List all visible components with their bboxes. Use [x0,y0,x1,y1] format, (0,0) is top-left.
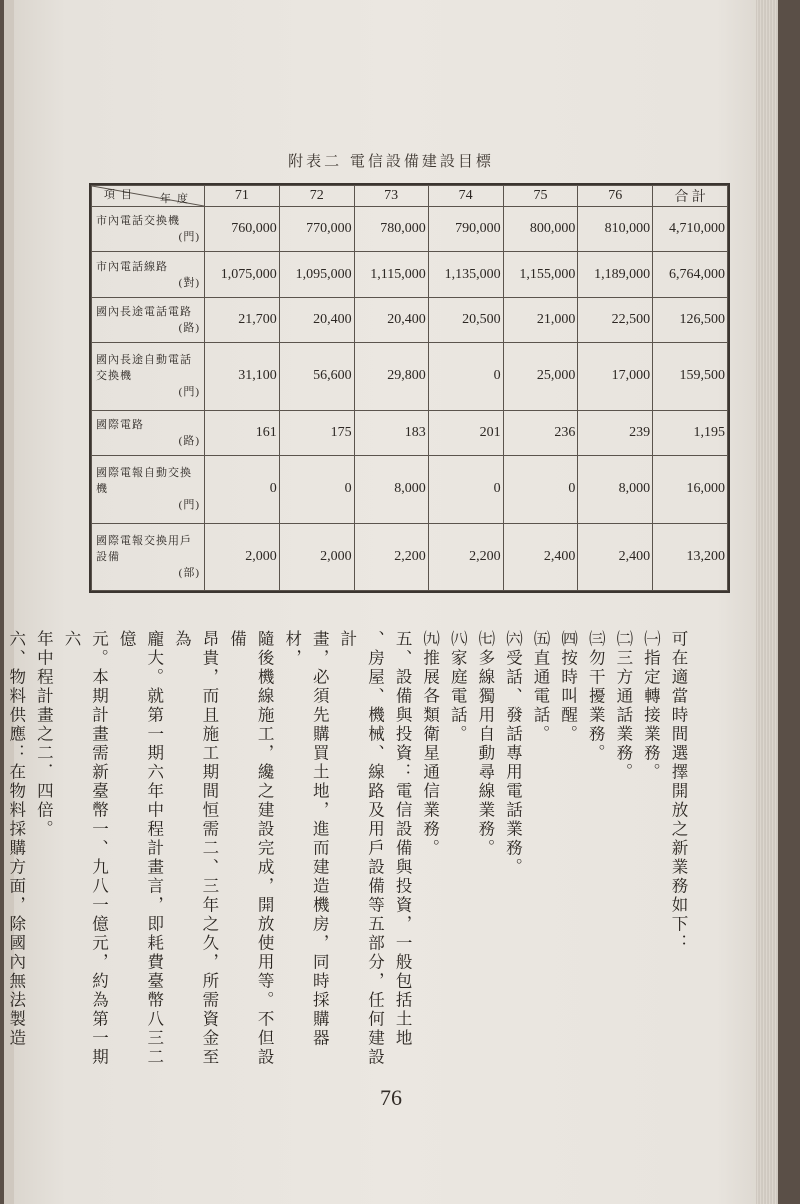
total-cell: 6,764,000 [653,252,728,297]
row-unit: (部) [178,566,200,579]
row-label [92,343,205,410]
year-header: 75 [503,186,578,207]
value-cell: 29,800 [354,343,428,410]
book-page [4,0,778,1204]
total-cell: 16,000 [653,456,728,523]
value-cell: 0 [205,456,280,523]
value-cell: 0 [428,456,503,523]
text-line: 六、物料供應：在物料採購方面，除國內無法製造 [6,630,26,1048]
year-header: 72 [279,186,354,207]
value-cell: 31,100 [205,343,280,410]
table-row [92,207,728,252]
value-cell: 8,000 [578,456,653,523]
value-cell: 780,000 [354,207,428,252]
text-line: 龐大。就第一期六年中程計畫言，即耗費臺幣八三二億 [117,630,164,1067]
table-row [92,252,728,297]
value-cell: 8,000 [354,456,428,523]
text-line: ㈣按時叫醒。 [558,630,578,744]
total-header: 合 計 [653,186,728,207]
text-line: 畫，必須先購買土地，進而建造機房，同時採購器材， [282,630,330,1048]
table-caption: 附表二 電信設備建設目標 [288,152,494,170]
value-cell: 810,000 [578,207,653,252]
corner-item-label: 項目 [104,189,138,201]
page-edge [756,0,778,1204]
text-line: 五、設備與投資：電信設備與投資，一般包括土地 [393,630,413,1048]
construction-targets-table [89,183,730,593]
text-line: 元。本期計畫需新臺幣一、九八一億元，約為第一期六 [61,630,109,1067]
table-row [92,456,728,523]
row-label-text: 國際電路 [96,418,144,431]
table-body [92,207,728,591]
value-cell: 236 [503,410,578,455]
total-cell: 4,710,000 [653,207,728,252]
value-cell: 175 [279,410,354,455]
value-cell: 1,095,000 [279,252,354,297]
value-cell: 201 [428,410,503,455]
text-line: 隨後機線施工，纔之建設完成，開放使用等。不但設備 [227,630,275,1067]
value-cell: 760,000 [205,207,280,252]
table-row [92,343,728,410]
value-cell: 0 [279,456,354,523]
row-unit: (路) [178,322,200,335]
text-line: ㈨推展各類衛星通信業務。 [420,630,440,858]
value-cell: 2,000 [279,523,354,591]
value-cell: 1,075,000 [205,252,280,297]
row-label [92,410,205,455]
year-header: 71 [205,186,280,207]
value-cell: 1,115,000 [354,252,428,297]
value-cell: 239 [578,410,653,455]
table-row [92,297,728,342]
text-line: ㈢勿干擾業務。 [586,630,606,763]
value-cell: 161 [205,410,280,455]
value-cell: 2,000 [205,523,280,591]
value-cell: 17,000 [578,343,653,410]
value-cell: 2,200 [354,523,428,591]
total-cell: 13,200 [653,523,728,591]
value-cell: 25,000 [503,343,578,410]
text-line: 、房屋、機械、線路及用戶設備等五部分，任何建設計 [337,630,385,1067]
table-row [92,523,728,591]
value-cell: 20,400 [279,297,354,342]
row-label [92,523,205,591]
value-cell: 0 [503,456,578,523]
row-unit: (門) [178,499,200,512]
text-line: 昂貴，而且施工期間恒需二、三年之久，所需資金至為 [172,630,219,1067]
page-number: 76 [380,1085,402,1110]
data-table [91,185,728,591]
total-cell: 1,195 [653,410,728,455]
text-line: ㈥受話、發話專用電話業務。 [503,630,523,877]
value-cell: 800,000 [503,207,578,252]
body-text [6,630,692,1070]
value-cell: 183 [354,410,428,455]
text-line: ㈧家庭電話。 [448,630,468,744]
value-cell: 20,500 [428,297,503,342]
text-line: ㈡三方通話業務。 [613,630,633,782]
value-cell: 1,189,000 [578,252,653,297]
value-cell: 0 [428,343,503,410]
value-cell: 1,135,000 [428,252,503,297]
value-cell: 2,400 [503,523,578,591]
value-cell: 22,500 [578,297,653,342]
value-cell: 20,400 [354,297,428,342]
row-label-text: 國內長途電話電路 [96,306,192,319]
text-line: ㈠指定轉接業務。 [641,630,661,782]
total-cell: 126,500 [653,297,728,342]
row-label [92,297,205,342]
row-label [92,456,205,523]
row-label-text: 市內電話線路 [96,260,168,273]
value-cell: 770,000 [279,207,354,252]
year-header: 74 [428,186,503,207]
value-cell: 2,200 [428,523,503,591]
value-cell: 1,155,000 [503,252,578,297]
row-unit: (對) [178,276,200,289]
row-label-text: 市內電話交換機 [96,215,180,228]
header-row [92,186,728,207]
row-unit: (路) [178,434,200,447]
total-cell: 159,500 [653,343,728,410]
text-line: 年中程計畫之二．四倍。 [34,630,54,839]
text-line: 可在適當時間選擇開放之新業務如下： [669,630,688,953]
row-label [92,252,205,297]
row-label [92,207,205,252]
corner-year-label: 年度 [160,193,194,205]
text-line [0,630,2,1070]
value-cell: 56,600 [279,343,354,410]
value-cell: 2,400 [578,523,653,591]
row-unit: (門) [178,386,200,399]
table-row [92,410,728,455]
row-label-text: 國際電報交換用戶設備 [96,534,192,563]
year-header: 73 [354,186,428,207]
value-cell: 21,000 [503,297,578,342]
row-label-text: 國際電報自動交換機 [96,467,192,496]
row-unit: (門) [178,231,200,244]
year-header: 76 [578,186,653,207]
row-label-text: 國內長途自動電話交換機 [96,354,192,383]
text-line: ㈦多線獨用自動尋線業務。 [475,630,495,858]
text-line: ㈤直通電話。 [531,630,551,744]
corner-cell [92,186,205,207]
value-cell: 790,000 [428,207,503,252]
value-cell: 21,700 [205,297,280,342]
